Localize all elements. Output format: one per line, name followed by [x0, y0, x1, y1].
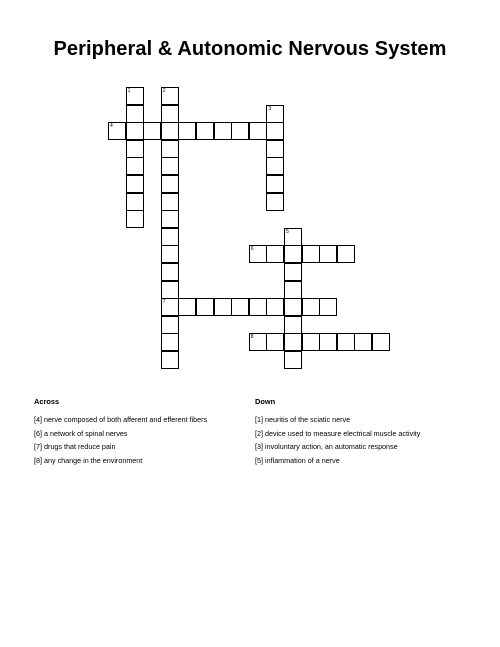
crossword-cell[interactable]	[249, 298, 267, 316]
crossword-cell[interactable]	[266, 245, 284, 263]
crossword-cell[interactable]	[161, 105, 179, 123]
clue-number: 3	[268, 105, 272, 112]
down-clue: [2] device used to measure electrical muscle activity	[255, 428, 421, 438]
crossword-cell[interactable]	[337, 333, 355, 351]
crossword-cell[interactable]	[161, 281, 179, 299]
crossword-cell[interactable]	[108, 122, 126, 140]
crossword-cell[interactable]	[161, 316, 179, 334]
crossword-cell[interactable]	[161, 175, 179, 193]
crossword-cell[interactable]	[284, 333, 302, 351]
across-clue: [8] any change in the environment	[34, 455, 143, 465]
across-heading: Across	[34, 397, 60, 406]
down-clues	[255, 397, 420, 469]
crossword-cell[interactable]	[126, 157, 144, 175]
crossword-cell[interactable]	[284, 351, 302, 369]
puzzle-title: Peripheral & Autonomic Nervous System	[53, 38, 447, 60]
across-clue: [4] nerve composed of both afferent and efferent fibers	[34, 415, 208, 424]
crossword-cell[interactable]	[196, 122, 214, 140]
crossword-cell[interactable]	[302, 298, 320, 316]
clue-number: 8	[250, 334, 254, 341]
crossword-cell[interactable]	[372, 333, 390, 351]
down-clue: [1] neuritis of the sciatic nerve	[255, 415, 351, 424]
crossword-cell[interactable]	[266, 122, 284, 140]
crossword-cell[interactable]	[126, 210, 144, 228]
crossword-cell[interactable]	[178, 298, 196, 316]
crossword-cell[interactable]	[319, 245, 337, 263]
clue-number: 1	[127, 88, 131, 94]
crossword-cell[interactable]	[161, 140, 179, 158]
crossword-cell[interactable]	[319, 333, 337, 351]
crossword-cell[interactable]	[249, 122, 267, 140]
crossword-cell[interactable]	[143, 122, 161, 140]
crossword-cell[interactable]	[231, 298, 249, 316]
crossword-cell[interactable]	[161, 228, 179, 246]
crossword-cell[interactable]	[231, 122, 249, 140]
crossword-cell[interactable]	[284, 263, 302, 281]
crossword-cell[interactable]	[214, 298, 232, 316]
across-clue: [6] a network of spinal nerves	[34, 428, 128, 438]
crossword-cell[interactable]	[178, 122, 196, 140]
clue-number: 5	[286, 228, 289, 235]
crossword-cell[interactable]	[249, 245, 267, 263]
crossword-cell[interactable]	[284, 228, 302, 246]
crossword-cell[interactable]	[249, 333, 267, 351]
crossword-cell[interactable]	[302, 245, 320, 263]
crossword-cell[interactable]	[319, 298, 337, 316]
crossword-cell[interactable]	[337, 245, 355, 263]
crossword-cell[interactable]	[196, 298, 214, 316]
crossword-cell[interactable]	[266, 105, 284, 123]
crossword-cell[interactable]	[161, 210, 179, 228]
clue-number: 4	[110, 123, 113, 130]
crossword-cell[interactable]	[161, 245, 179, 263]
crossword-cell[interactable]	[266, 298, 284, 316]
crossword-cell[interactable]	[266, 193, 284, 211]
crossword-cell[interactable]	[284, 245, 302, 263]
clue-number: 2	[162, 88, 166, 94]
crossword-cell[interactable]	[214, 122, 232, 140]
crossword-cell[interactable]	[161, 193, 179, 211]
crossword-cell[interactable]	[126, 105, 144, 123]
crossword-cell[interactable]	[126, 175, 144, 193]
crossword-cell[interactable]	[161, 351, 179, 369]
crossword-cell[interactable]	[126, 193, 144, 211]
crossword-cell[interactable]	[284, 281, 302, 299]
crossword-cell[interactable]	[266, 140, 284, 158]
crossword-cell[interactable]	[126, 122, 144, 140]
crossword-cell[interactable]	[126, 87, 144, 105]
crossword-cell[interactable]	[126, 140, 144, 158]
crossword-cell[interactable]	[284, 316, 302, 334]
across-clues	[34, 397, 207, 469]
crossword-cell[interactable]	[161, 333, 179, 351]
crossword-cell[interactable]	[266, 157, 284, 175]
down-heading: Down	[255, 397, 276, 406]
crossword-cell[interactable]	[354, 333, 372, 351]
crossword-cell[interactable]	[161, 122, 179, 140]
crossword-cell[interactable]	[161, 298, 179, 316]
down-clue: [3] involuntary action, an automatic response	[255, 442, 398, 451]
clue-number: 7	[162, 299, 166, 306]
down-clue: [5] inflammation of a nerve	[255, 455, 340, 465]
across-clue: [7] drugs that reduce pain	[34, 442, 116, 451]
crossword-cell[interactable]	[161, 263, 179, 281]
crossword-cell[interactable]	[284, 298, 302, 316]
crossword-cell[interactable]	[161, 157, 179, 175]
crossword-cell[interactable]	[266, 175, 284, 193]
clue-number: 6	[250, 246, 254, 253]
crossword-cell[interactable]	[161, 87, 179, 105]
crossword-cell[interactable]	[302, 333, 320, 351]
crossword-cell[interactable]	[266, 333, 284, 351]
